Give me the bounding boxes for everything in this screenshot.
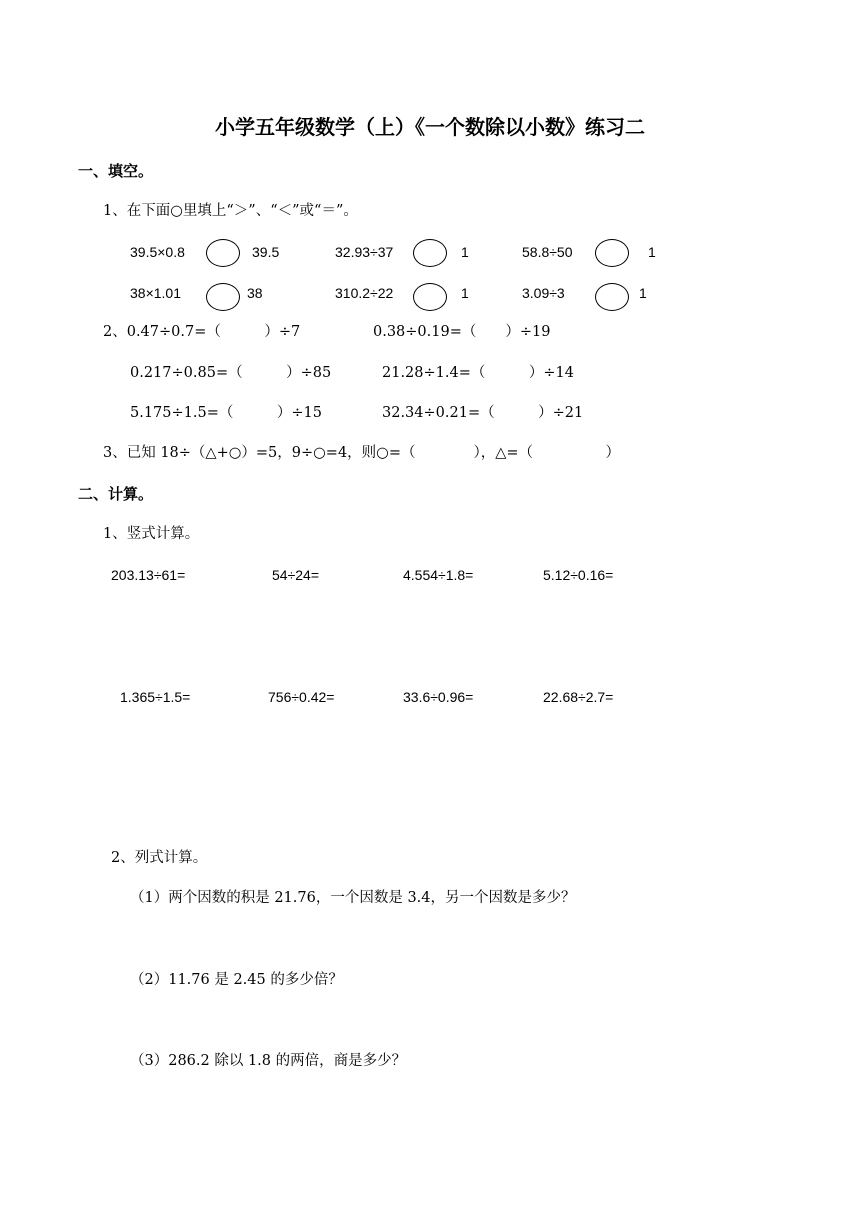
- q2-item[interactable]: 0.217÷0.85=（ ）÷85: [130, 365, 332, 381]
- q2-item[interactable]: 2、0.47÷0.7=（ ）÷7: [103, 324, 301, 340]
- q2-item[interactable]: 5.175÷1.5=（ ）÷15: [130, 405, 322, 421]
- compare-left: 39.5×0.8: [130, 244, 185, 260]
- q3-text[interactable]: 3、已知 18÷（△+○）=5，9÷○=4，则○=（ ），△=（ ）: [103, 445, 621, 461]
- q2-item[interactable]: 32.34÷0.21=（ ）÷21: [382, 405, 584, 421]
- calc-problem: 5.12÷0.16=: [543, 567, 614, 583]
- vertical-calc-prompt: 1、竖式计算。: [103, 526, 200, 542]
- compare-blank-circle[interactable]: [206, 283, 240, 311]
- compare-left: 32.93÷37: [335, 244, 394, 260]
- q2-item[interactable]: 21.28÷1.4=（ ）÷14: [382, 365, 574, 381]
- compare-left: 310.2÷22: [335, 285, 394, 301]
- calc-problem: 756÷0.42=: [268, 689, 335, 705]
- calc-problem: 4.554÷1.8=: [403, 567, 474, 583]
- compare-blank-circle[interactable]: [595, 283, 629, 311]
- section-1-heading: 一、填空。: [78, 162, 154, 180]
- page-title: 小学五年级数学（上）《一个数除以小数》练习二: [215, 115, 645, 139]
- compare-left: 3.09÷3: [522, 285, 565, 301]
- compare-left: 58.8÷50: [522, 244, 573, 260]
- compare-blank-circle[interactable]: [413, 239, 447, 267]
- compare-blank-circle[interactable]: [206, 239, 240, 267]
- calc-problem: 203.13÷61=: [111, 567, 186, 583]
- calc-problem: 22.68÷2.7=: [543, 689, 614, 705]
- compare-left: 38×1.01: [130, 285, 181, 301]
- formula-calc-prompt: 2、列式计算。: [111, 850, 208, 866]
- compare-right: 1: [461, 285, 469, 301]
- section-2-heading: 二、计算。: [78, 485, 154, 503]
- compare-blank-circle[interactable]: [413, 283, 447, 311]
- word-problem: （3）286.2 除以 1.8 的两倍，商是多少？: [130, 1053, 407, 1069]
- compare-right: 1: [639, 285, 647, 301]
- calc-problem: 1.365÷1.5=: [120, 689, 191, 705]
- compare-right: 1: [648, 244, 656, 260]
- word-problem: （1）两个因数的积是 21.76，一个因数是 3.4，另一个因数是多少？: [130, 890, 576, 906]
- compare-right: 1: [461, 244, 469, 260]
- compare-right: 39.5: [252, 244, 280, 260]
- compare-blank-circle[interactable]: [595, 239, 629, 267]
- calc-problem: 54÷24=: [272, 567, 320, 583]
- word-problem: （2）11.76 是 2.45 的多少倍？: [130, 972, 343, 988]
- q1-prompt: 1、在下面○里填上“＞”、“＜”或“＝”。: [103, 203, 358, 219]
- compare-right: 38: [247, 285, 263, 301]
- calc-problem: 33.6÷0.96=: [403, 689, 474, 705]
- q2-item[interactable]: 0.38÷0.19=（ ）÷19: [373, 324, 551, 340]
